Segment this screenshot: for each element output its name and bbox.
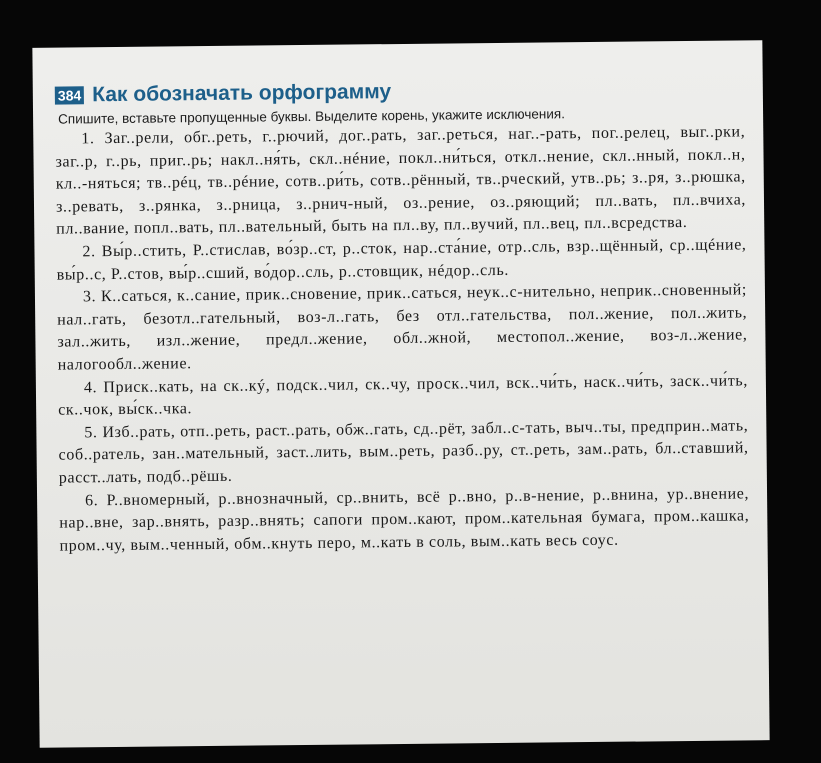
- exercise-instruction: Спишите, вставьте пропущенные буквы. Выделите корень, укажите исключения.: [58, 106, 566, 127]
- paragraph-5: 5. Изб..рать, отп..реть, раст..рать, обж..гать, сд..рёт, забл..с-тать, выч..ты, предприн..мать, соб..ратель, зан..мательный, заст..лить, вым..реть, разб..ру, ст..реть, зам..рать, бл..ставший, расст..лать, подб..рёшь.: [58, 417, 749, 487]
- paragraph-6: 6. Р..вномерный, р..внозначный, ср..внить, всё р..вно, р..в-нение, р..внина, ур..внение, нар..вне, зар..внять, разр..внять; сапоги пром..кают, пром..кательная бумага, пром..кашка, пром..чу, вым..ченный, обм..кнуть перо, м..кать в соль, вым..кать весь соус.: [59, 484, 750, 555]
- exercise-title: Как обозначать орфограмму: [92, 80, 392, 107]
- paragraph-3: 3. К..саться, к..сание, прик..сновение, прик..саться, неук..с-нительно, неприк..сновенный; нал..гать, безотл..гательный, воз-л..гать, без отл..гательства, пол..жение, пол..жить, зал..жить, изл..жение, предл..жение, обл..жной, местопол..жение, воз-л..жение, налогообл..жение.: [57, 281, 748, 374]
- paragraph-2: 2. Вы́р..стить, Р..стислав, во́зр..ст, р..сток, нар..ста́ние, отр..сль, взр..щённый, ср..щéние, вы́р..с, Р..стов, вы́р..сший, во́дор..сль, р..стовщик, нéдор..сль.: [56, 236, 747, 284]
- textbook-page: [32, 40, 769, 748]
- exercise-paragraphs: [55, 121, 749, 557]
- exercise-block: [55, 76, 750, 557]
- paragraph-1: 1. Заг..рели, обг..реть, г..рючий, дог..рать, заг..реться, наг..-рать, пог..релец, выг..рки, заг..р, г..рь, приг..рь; накл..ня́ть, скл..нéние, покл..ни́ться, откл..нение, скл..нный, покл..н, кл..-няться; тв..рéц, тв..рéние, сотв..ри́ть, сотв..рённый, тв..рческий, утв..рь; з..ря, з..рюшка, з..ревать, з..рянка, з..рница, з..рнич-ный, оз..рение, оз..ряющий; пл..вать, пл..вчиха, пл..вание, попл..вать, пл..вательный, быть на пл..ву, пл..вучий, пл..вец, пл..всредства.: [55, 123, 747, 238]
- exercise-header: [55, 76, 745, 107]
- exercise-number-badge: 384: [55, 86, 85, 104]
- paragraph-4: 4. Приск..кать, на ск..кý, подск..чил, ск..чу, проск..чил, вск..чи́ть, наск..чи́ть, заск..чи́ть, ск..чок, вы́ск..чка.: [58, 371, 748, 419]
